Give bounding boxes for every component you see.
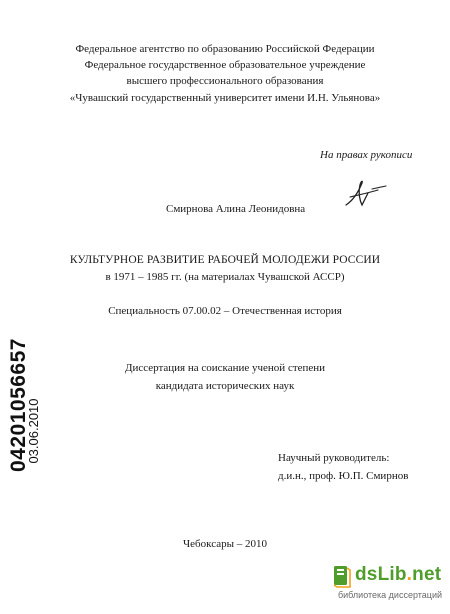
author-name: Смирнова Алина Леонидовна bbox=[166, 203, 306, 215]
dissertation-title: КУЛЬТУРНОЕ РАЗВИТИЕ РАБОЧЕЙ МОЛОДЕЖИ РОССИИ bbox=[69, 254, 381, 266]
registration-date: 03.06.2010 bbox=[26, 398, 41, 464]
education-level-line: высшего профессионального образования bbox=[126, 75, 324, 87]
dissertation-subtitle: в 1971 – 1985 гг. (на материалах Чувашской АССР) bbox=[105, 271, 345, 283]
watermark-brand-tld: net bbox=[412, 564, 442, 585]
signature-icon bbox=[342, 175, 392, 213]
watermark-brand-main: dsLib bbox=[355, 564, 407, 585]
rights-note: На правах рукописи bbox=[320, 149, 413, 161]
institution-type-line: Федеральное государственное образовательное учреждение bbox=[84, 59, 366, 71]
specialty-line: Специальность 07.00.02 – Отечественная история bbox=[108, 305, 342, 317]
book-logo-icon bbox=[332, 562, 352, 590]
agency-line: Федеральное агентство по образованию Российской Федерации bbox=[75, 43, 375, 55]
degree-line-2: кандидата исторических наук bbox=[155, 380, 295, 392]
watermark-brand-dot: . bbox=[406, 564, 413, 585]
watermark-brand bbox=[355, 564, 441, 586]
watermark-subtitle: библиотека диссертаций bbox=[337, 590, 442, 600]
dslib-watermark bbox=[332, 562, 442, 606]
supervisor-label: Научный руководитель: bbox=[278, 452, 390, 464]
city-year: Чебоксары – 2010 bbox=[183, 538, 267, 550]
registration-code: 04201056657 bbox=[7, 338, 30, 472]
supervisor-name: д.и.н., проф. Ю.П. Смирнов bbox=[278, 470, 409, 482]
university-name-line: «Чувашский государственный университет имени И.Н. Ульянова» bbox=[69, 92, 381, 104]
degree-line-1: Диссертация на соискание ученой степени bbox=[124, 362, 326, 374]
